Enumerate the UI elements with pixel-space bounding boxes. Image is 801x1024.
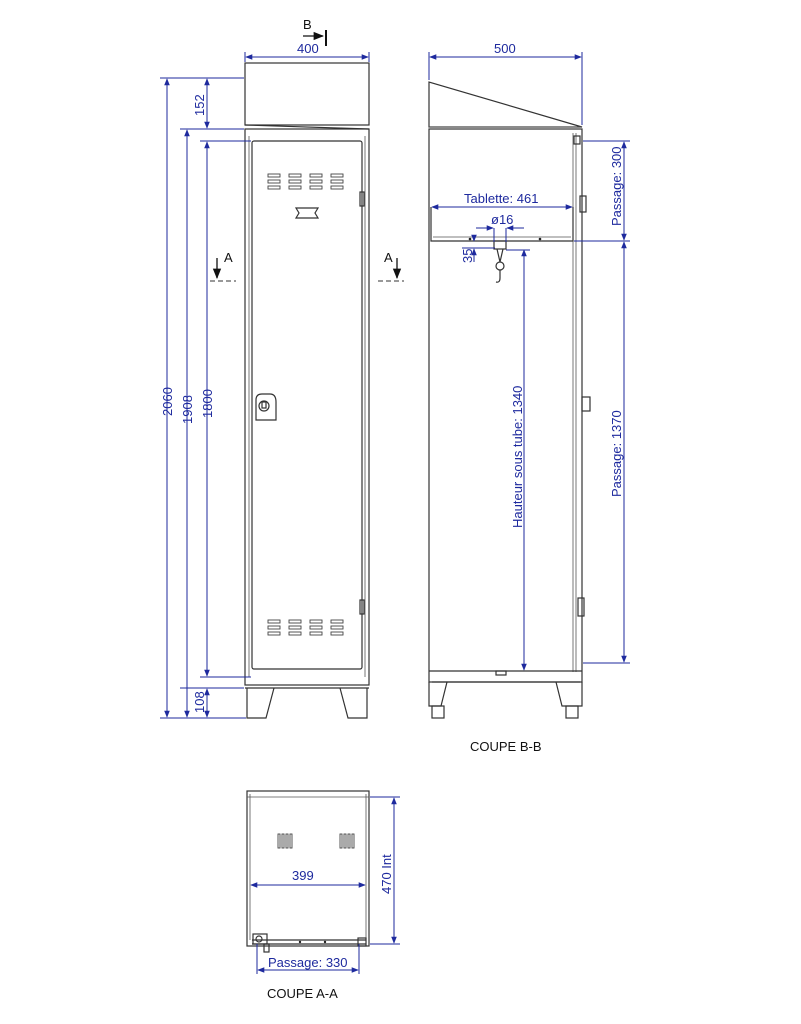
svg-text:B: B: [303, 17, 312, 32]
bb-foot-left: [429, 682, 447, 706]
section-bb-dimensions: [429, 41, 630, 754]
dim-body-height: 1908: [180, 395, 195, 424]
dim-shelf: Tablette: 461: [464, 191, 539, 206]
dim-passage-plan: Passage: 330: [268, 955, 348, 970]
section-aa-dimensions: [251, 797, 400, 1001]
dim-top-box-height: 152: [192, 94, 207, 116]
dim-feet-height: 108: [192, 691, 207, 713]
dim-inner-depth: 470 Int: [379, 854, 394, 894]
front-foot-left: [247, 688, 274, 718]
plan-vents-right: [340, 834, 354, 848]
front-foot-right: [340, 688, 367, 718]
dim-depth: 500: [494, 41, 516, 56]
plan-lock-icon: [253, 934, 269, 952]
label-holder: [296, 208, 318, 218]
hanging-tube-icon: [494, 241, 506, 282]
dim-passage-main: Passage: 1370: [609, 410, 624, 497]
dim-tube-diameter: ø16: [491, 212, 514, 227]
sloped-roof: [429, 82, 582, 127]
lock-icon[interactable]: [256, 394, 276, 420]
caption-section-bb: COUPE B-B: [470, 739, 542, 754]
front-top-box: [245, 63, 369, 125]
front-view: [245, 63, 369, 718]
section-marker-a-right: [378, 250, 404, 281]
dim-door-height: 1800: [200, 389, 215, 418]
door-bottom-vents: [268, 620, 343, 635]
handle-bb: [582, 397, 590, 411]
hinge-bb-bottom: [578, 598, 584, 616]
dim-front-width: 400: [297, 41, 319, 56]
dim-height-under-tube: Hauteur sous tube: 1340: [510, 385, 525, 528]
front-dimensions: [160, 41, 369, 718]
dim-inner-width: 399: [292, 868, 314, 883]
bb-foot-right: [556, 682, 582, 706]
hinge-bb-top: [580, 196, 586, 212]
section-marker-a-left: [210, 250, 236, 281]
dim-total-height: 2060: [160, 387, 175, 416]
front-body: [245, 129, 369, 685]
dim-tube-offset: 35: [460, 248, 475, 263]
door-top-vents: [268, 174, 343, 189]
dim-passage-top: Passage: 300: [609, 146, 624, 226]
svg-text:A: A: [384, 250, 393, 265]
svg-text:A: A: [224, 250, 233, 265]
plan-vents-left: [278, 834, 292, 848]
caption-section-aa: COUPE A-A: [267, 986, 338, 1001]
